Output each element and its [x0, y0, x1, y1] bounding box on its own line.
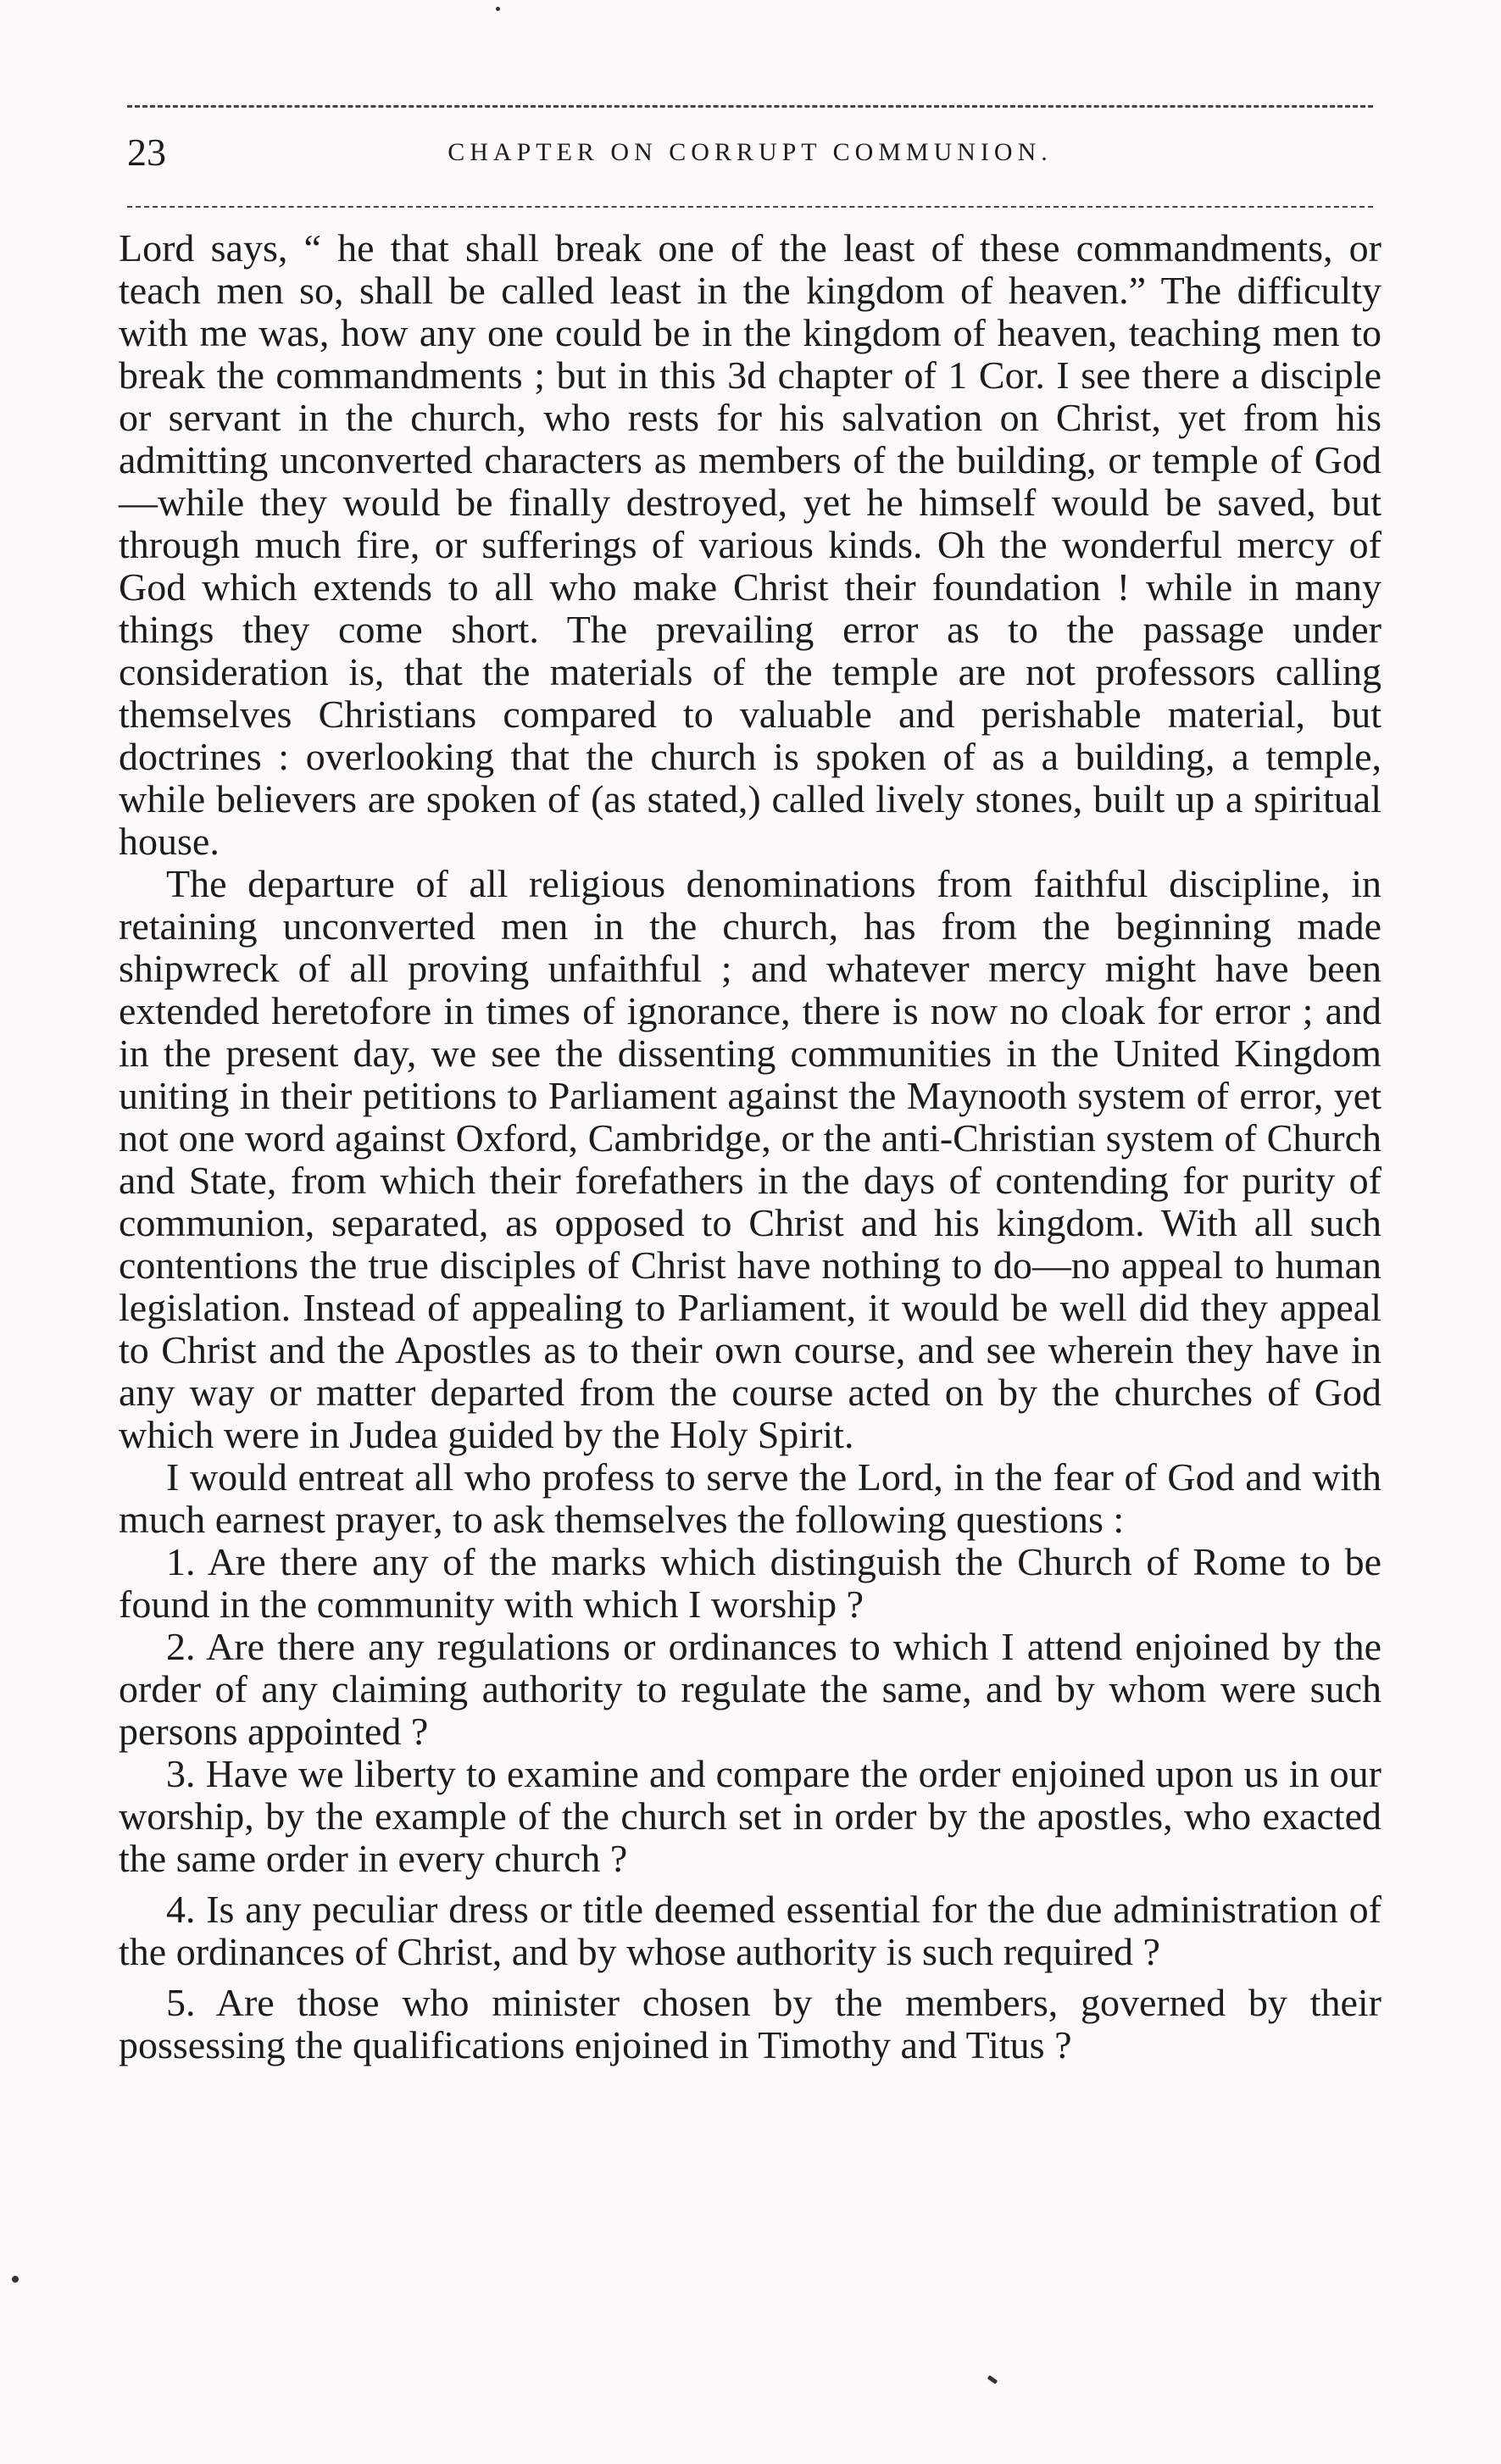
print-speck	[496, 7, 500, 11]
chapter-title: CHAPTER ON CORRUPT COMMUNION.	[448, 138, 1053, 166]
paragraph-continued: Lord says, “ he that shall break one of the least of these commandments, or teach men so, shall be called least in the kingdom of heaven.” The difficulty with me was, how any one could be in the kingdom of heaven, teaching men to break the commandments ; but in this 3d chapter of 1 Cor. I see there a disciple or servant in the church, who rests for his salvation on Christ, yet from his admitting unconverted characters as members of the building, or temple of God—while they would be finally destroyed, yet he himself would be saved, but through much fire, or sufferings of various kinds. Oh the wonderful mercy of God which extends to all who make Christ their foundation ! while in many things they come short. The prevailing error as to the passage under consideration is, that the materials of the temple are not professors calling themselves Christians compared to valuable and perishable material, but doctrines : overlooking that the church is spoken of as a building, a temple, while believers are spoken of (as stated,) called lively stones, built up a spiritual house.	[119, 226, 1381, 863]
page-number: 23	[127, 131, 166, 174]
question-item: 4. Is any peculiar dress or title deemed essential for the due administration of the ordinances of Christ, and by whose authority is such required ?	[119, 1888, 1381, 1973]
print-speck	[12, 2276, 19, 2283]
paragraph: I would entreat all who profess to serve the Lord, in the fear of God and with much earnest prayer, to ask themselves the following questions :	[119, 1455, 1381, 1541]
body-text	[119, 227, 1381, 2066]
print-speck	[987, 2375, 998, 2384]
question-item: 1. Are there any of the marks which distinguish the Church of Rome to be found in the community with which I worship ?	[119, 1540, 1381, 1626]
header-rule-bottom	[127, 206, 1373, 208]
running-head	[127, 127, 1373, 178]
question-item: 3. Have we liberty to examine and compare the order enjoined upon us in our worship, by the example of the church set in order by the apostles, who exacted the same order in every church ?	[119, 1752, 1381, 1880]
header-rule-top	[127, 105, 1373, 108]
question-item: 5. Are those who minister chosen by the members, governed by their possessing the qualifications enjoined in Timothy and Titus ?	[119, 1981, 1381, 2066]
paragraph: The departure of all religious denominations from faithful discipline, in retaining unconverted men in the church, has from the beginning made shipwreck of all proving unfaithful ; and whatever mercy might have been extended heretofore in times of ignorance, there is now no cloak for error ; and in the present day, we see the dissenting communities in the United Kingdom uniting in their petitions to Parliament against the Maynooth system of error, yet not one word against Oxford, Cambridge, or the anti-Christian system of Church and State, from which their forefathers in the days of contending for purity of communion, separated, as opposed to Christ and his kingdom. With all such contentions the true disciples of Christ have nothing to do—no appeal to human legislation. Instead of appealing to Parliament, it would be well did they appeal to Christ and the Apostles as to their own course, and see wherein they have in any way or matter departed from the course acted on by the churches of God which were in Judea guided by the Holy Spirit.	[119, 862, 1381, 1456]
question-item: 2. Are there any regulations or ordinances to which I attend enjoined by the order of any claiming authority to regulate the same, and by whom were such persons appointed ?	[119, 1625, 1381, 1753]
